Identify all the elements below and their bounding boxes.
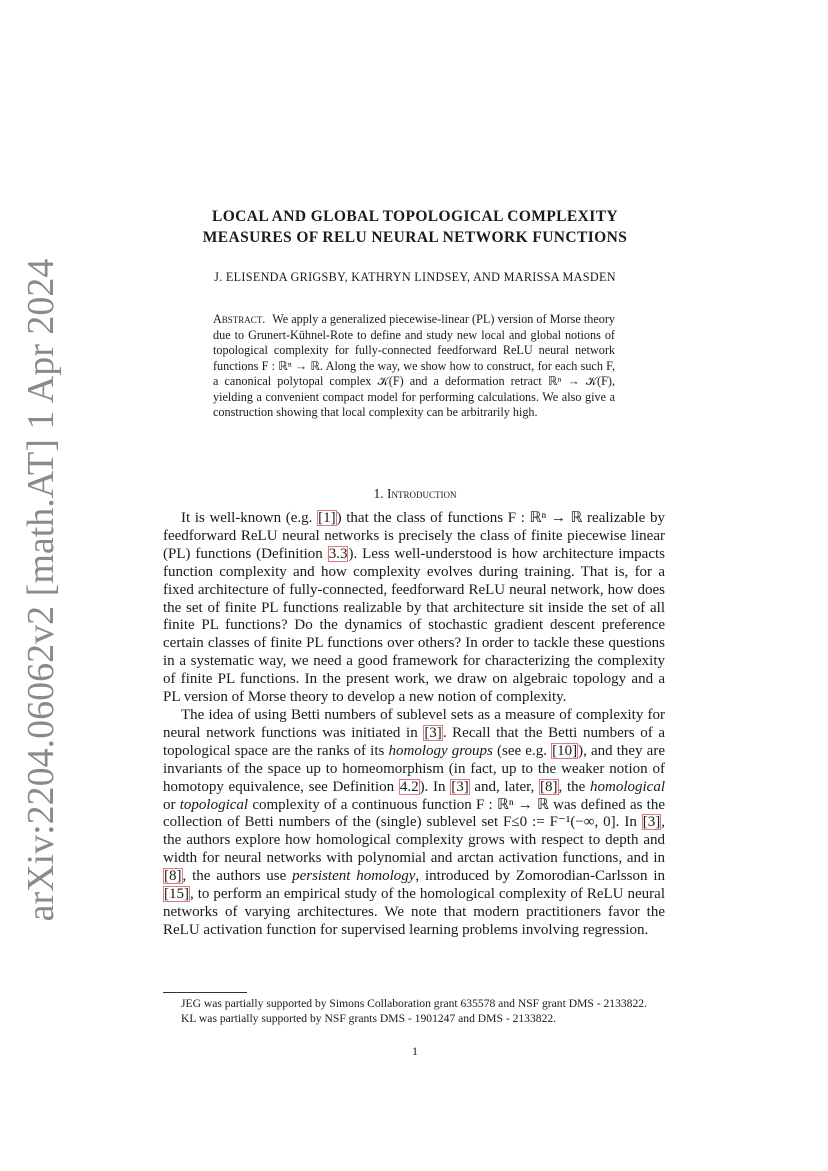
text-run: It is well-known (e.g. (181, 510, 318, 526)
section-number: 1. (373, 486, 384, 501)
text-run: , the authors use (182, 868, 293, 885)
paper-title (120, 206, 710, 248)
abstract-label: Abstract. (213, 312, 266, 326)
section-heading (120, 486, 710, 502)
text-run: (see e.g. (492, 742, 552, 759)
text-run: or (163, 796, 180, 813)
body-text (163, 510, 665, 940)
footnote-2: KL was partially supported by NSF grants DMS - 1901247 and DMS - 2133822. (181, 1012, 557, 1025)
citation-link[interactable]: [8] (540, 778, 558, 795)
abstract (213, 312, 615, 421)
paragraph-1 (163, 510, 665, 707)
text-run: , to perform an empirical study of the homological complexity of ReLU neural networks of varying architectures. We note that modern practitioners favor the ReLU activation function for supervised learning problems involving regression. (163, 886, 665, 938)
emphasis: persistent homology (292, 868, 416, 885)
text-run: complexity of a continuous function F : ℝⁿ → ℝ was defined as the collection of Betti numbers of the (single) sublevel set F≤0 := F⁻¹(−∞, 0]. In (163, 796, 666, 831)
footnote-rule (163, 992, 247, 993)
citation-link[interactable]: [3] (642, 814, 661, 831)
title-line-1: LOCAL AND GLOBAL TOPOLOGICAL COMPLEXITY (211, 208, 619, 225)
text-run: , introduced by Zomorodian-Carlsson in (415, 868, 665, 885)
abstract-text: We apply a generalized piecewise-linear (PL) version of Morse theory due to Grunert-Kühnel-Rote to define and study new local and global notions of topological complexity for fully-connected feedforward ReLU neural network functions F : ℝⁿ → ℝ. Along the way, we show how to construct, for each such F, a canonical polytopal complex 𝒦(F) and a deformation retract ℝⁿ → 𝒦(F), yielding a convenient compact model for performing calculations. We also give a construction showing that local complexity can be arbitrarily high. (213, 312, 615, 419)
text-run: and, later, (469, 778, 540, 795)
text-run: The idea of using Betti numbers of sublevel sets as a measure of complexity for neural network functions was initiated in (163, 706, 665, 741)
text-run: ) that the class of functions F : ℝⁿ → ℝ realizable by feedforward ReLU neural networks is precisely the class of finite piecewise linear (PL) functions (Definition (163, 510, 665, 562)
citation-link[interactable]: [3] (424, 724, 442, 741)
citation-link[interactable]: [15] (164, 886, 189, 903)
citation-link[interactable]: [1] (318, 510, 336, 526)
citation-link[interactable]: [10] (552, 742, 578, 759)
section-title: Introduction (387, 486, 457, 501)
emphasis: homology groups (388, 742, 493, 759)
emphasis: homological (590, 778, 665, 795)
page-number: 1 (412, 1044, 418, 1058)
text-run: , the authors explore how homological complexity grows with respect to depth and width for neural networks with polynomial and arctan activation functions, and in (163, 814, 665, 867)
arxiv-identifier: arXiv:2204.06062v2 [math.AT] 1 Apr 2024 (20, 258, 62, 922)
footnotes (163, 996, 665, 1026)
footnote-1: JEG was partially supported by Simons Collaboration grant 635578 and NSF grant DMS - 2133822. (181, 997, 647, 1010)
title-line-2: MEASURES OF RELU NEURAL NETWORK FUNCTIONS (202, 229, 628, 246)
definition-link[interactable]: 4.2 (399, 778, 419, 795)
definition-link[interactable]: 3.3 (328, 545, 348, 562)
author-list: J. ELISENDA GRIGSBY, KATHRYN LINDSEY, AND MARISSA MASDEN (214, 270, 616, 284)
emphasis: topological (179, 796, 249, 813)
text-run: ), and they are invariants of the space up to homeomorphism (in fact, up to the weaker notion of homotopy equivalence, see Definition (163, 742, 665, 795)
arxiv-sidebar-stamp (14, 258, 68, 922)
text-run: . Recall that the Betti numbers of a topological space are the ranks of its (163, 724, 665, 759)
text-run: ). Less well-understood is how architecture impacts function complexity and how complexity evolves during training. That is, for a fixed architecture of fully-connected, feedforward ReLU neural network, how does the set of finite PL functions realizable by that architecture sit inside the set of all finite PL functions? Do the dynamics of stochastic gradient descent preference certain classes of finite PL functions over others? In order to tackle these questions in a systematic way, we need a good framework for characterizing the complexity of finite PL functions. In the present work, we draw on algebraic topology and a PL version of Morse theory to develop a new notion of complexity. (163, 545, 665, 706)
text-run: ). In (419, 778, 451, 795)
text-run: , the (558, 778, 590, 795)
citation-link[interactable]: [3] (451, 778, 469, 795)
paragraph-2 (163, 707, 665, 940)
citation-link[interactable]: [8] (164, 868, 182, 885)
